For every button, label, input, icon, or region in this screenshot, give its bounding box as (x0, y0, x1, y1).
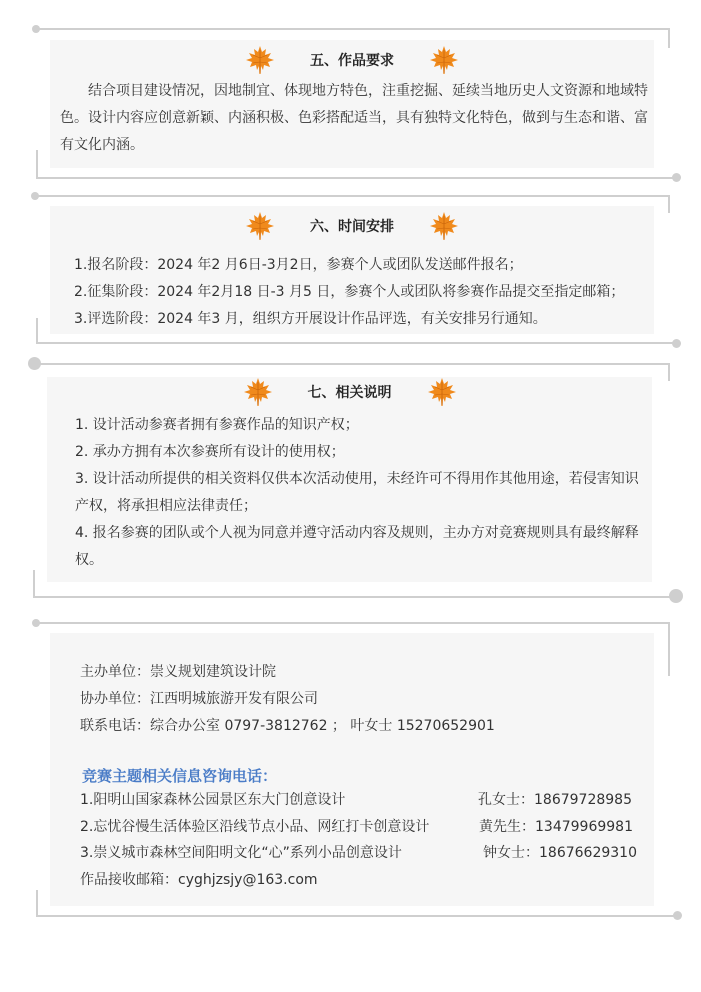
section-heading: 七、相关说明 (307, 385, 392, 401)
section-title (50, 45, 654, 75)
frame-line (36, 622, 670, 624)
frame-line (36, 318, 38, 344)
section-heading: 五、作品要求 (310, 53, 394, 69)
consult-topic: 1.阳明山国家森林公园景区东大门创意设计 (80, 792, 346, 808)
maple-leaf-icon (426, 376, 458, 408)
frame-line (668, 28, 670, 48)
section-body (60, 78, 650, 159)
frame-line (33, 570, 35, 597)
consult-title: 竞赛主题相关信息咨询电话： (82, 767, 278, 785)
frame-dot (669, 589, 683, 603)
list-item: 4. 报名参赛的团队或个人视为同意并遵守活动内容及规则，主办方对竞赛规则具有最终解释权。 (75, 525, 639, 568)
maple-leaf-icon (244, 210, 276, 242)
frame-line (36, 890, 38, 916)
contact-panel (50, 633, 654, 906)
list-item: 2.征集阶段：2024 年2月18 日-3 月5 日，参赛个人或团队将参赛作品提交至指定邮箱； (74, 284, 625, 300)
frame-dot (28, 357, 41, 370)
host-organizer: 主办单位：崇义规划建筑设计院 (80, 664, 276, 680)
consult-topic: 3.崇义城市森林空间阳明文化“心”系列小品创意设计 (80, 845, 402, 861)
contact-phone: 联系电话：综合办公室 0797-3812762 ； 叶女士 15270652901 (80, 718, 495, 734)
section-body (74, 252, 654, 333)
organizer-info (80, 659, 640, 740)
consult-contact: 孔女士：18679728985 (478, 792, 632, 808)
frame-line (668, 363, 670, 381)
section-heading: 六、时间安排 (310, 219, 394, 235)
submission-email: 作品接收邮箱：cyghjzsjy@163.com (80, 872, 318, 888)
frame-dot (32, 619, 40, 627)
consult-contact: 黄先生：13479969981 (479, 819, 633, 835)
maple-leaf-icon (242, 376, 274, 408)
co-organizer: 协办单位：江西明城旅游开发有限公司 (80, 691, 318, 707)
maple-leaf-icon (244, 44, 276, 76)
section-body (75, 412, 641, 574)
frame-line (36, 363, 670, 365)
maple-leaf-icon (428, 44, 460, 76)
consult-contact: 钟女士：18676629310 (483, 845, 637, 861)
frame-line (36, 177, 676, 179)
frame-dot (672, 339, 681, 348)
paragraph: 结合项目建设情况，因地制宜、体现地方特色，注重挖掘、延续当地历史人文资源和地域特色。设计内容应创意新颖、内涵积极、色彩搭配适当，具有独特文化特色，做到与生态和谐、富有文化内涵。 (60, 83, 648, 153)
consult-topic: 2.忘忧谷慢生活体验区沿线节点小品、网红打卡创意设计 (80, 819, 430, 835)
frame-dot (673, 911, 682, 920)
section-title (47, 377, 652, 407)
frame-line (36, 342, 676, 344)
section-5-panel (50, 40, 654, 168)
frame-line (36, 195, 670, 197)
frame-line (36, 150, 38, 178)
list-item: 3.评选阶段：2024 年3 月，组织方开展设计作品评选，有关安排另行通知。 (74, 311, 547, 327)
frame-line (36, 915, 676, 917)
frame-line (668, 622, 670, 676)
section-7-panel (47, 377, 652, 582)
maple-leaf-icon (428, 210, 460, 242)
list-item: 3. 设计活动所提供的相关资料仅供本次活动使用，未经许可不得用作其他用途，若侵害知识产权，将承担相应法律责任； (75, 471, 639, 514)
frame-line (668, 195, 670, 213)
frame-line (36, 28, 670, 30)
frame-dot (672, 173, 681, 182)
list-item: 2. 承办方拥有本次参赛所有设计的使用权； (75, 444, 345, 460)
list-item: 1. 设计活动参赛者拥有参赛作品的知识产权； (75, 417, 359, 433)
list-item: 1.报名阶段：2024 年2 月6日-3月2日，参赛个人或团队发送邮件报名； (74, 257, 523, 273)
section-6-panel (50, 206, 654, 334)
frame-dot (32, 25, 40, 33)
section-title (50, 211, 654, 241)
frame-line (33, 596, 673, 598)
frame-dot (31, 192, 39, 200)
